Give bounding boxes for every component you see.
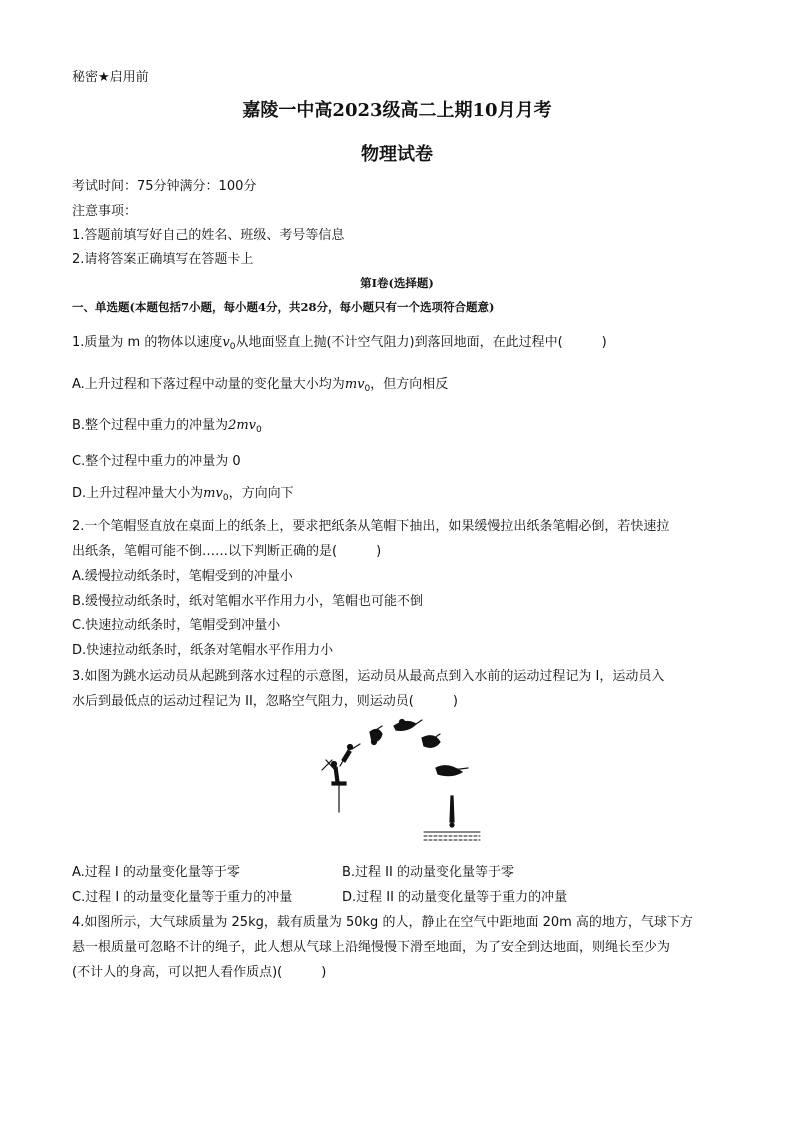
q4-stem-line-1: 4.如图所示，大气球质量为 25kg，载有质量为 50kg 的人，静止在空气中距地面 20m 高的地方，气球下方 [72, 915, 693, 930]
notice-title: 注意事项： [72, 204, 138, 219]
exam-time-score: 考试时间：75分钟满分：100分 [72, 179, 257, 194]
confidential-mark: 秘密★启用前 [72, 70, 149, 85]
diver-pose-2 [340, 744, 360, 766]
q1-option-d-formula: mv [203, 486, 223, 501]
q1-option-d-subscript: 0 [222, 493, 229, 503]
q1-option-d-text: D.上升过程冲量大小为 [72, 486, 204, 501]
q3-stem-line-2: 水后到最低点的运动过程记为 II，忽略空气阻力，则运动员( ) [72, 694, 458, 709]
q2-option-c[interactable]: C.快速拉动纸条时，笔帽受到冲量小 [72, 618, 281, 633]
notice-item-2: 2.请将答案正确填写在答题卡上 [72, 252, 254, 267]
q1-option-b[interactable] [72, 414, 262, 435]
diver-pose-1 [322, 760, 339, 782]
exam-subject: 物理试卷 [361, 144, 433, 165]
exam-title: 嘉陵一中高2023级高二上期10月月考 [242, 100, 552, 121]
q4-stem-line-3: (不计人的身高，可以把人看作质点)( ) [72, 965, 327, 980]
q1-option-a-formula: mv [344, 377, 365, 392]
q2-stem-line-1: 2.一个笔帽竖直放在桌面上的纸条上，要求把纸条从笔帽下抽出，如果缓慢拉出纸条笔帽必倒，若快速拉 [72, 519, 670, 534]
q3-option-d[interactable]: D.过程 II 的动量变化量等于重力的冲量 [342, 890, 568, 905]
diver-pose-3 [370, 726, 382, 745]
q1-option-b-subscript: 0 [256, 425, 262, 435]
diver-pose-5 [422, 734, 440, 747]
q2-option-a[interactable]: A.缓慢拉动纸条时，笔帽受到的冲量小 [72, 569, 293, 584]
q4-stem-line-2: 悬一根质量可忽略不计的绳子，此人想从气球上沿绳慢慢下滑至地面，为了安全到达地面，则绳长至少为 [72, 940, 671, 955]
q1-option-c[interactable]: C.整个过程中重力的冲量为 0 [72, 454, 241, 469]
q1-option-d[interactable] [72, 482, 294, 503]
q1-option-a-tail: ，但方向相反 [370, 377, 449, 392]
q3-option-c[interactable]: C.过程 I 的动量变化量等于重力的冲量 [72, 890, 293, 905]
q1-velocity-subscript: 0 [229, 342, 236, 352]
part-heading: 第I卷(选择题) [360, 276, 434, 290]
q1-stem [72, 331, 607, 352]
q2-option-d[interactable]: D.快速拉动纸条时，纸条对笔帽水平作用力小 [72, 643, 334, 658]
section-heading: 一、单选题(本题包括7小题，每小题4分，共28分，每小题只有一个选项符合题意) [72, 300, 495, 314]
q1-option-a-text: A.上升过程和下落过程中动量的变化量大小均为 [72, 377, 345, 392]
q1-stem-text-a: 1.质量为 m 的物体以速度 [72, 335, 223, 350]
q3-stem-line-1: 3.如图为跳水运动员从起跳到落水过程的示意图，运动员从最高点到入水前的运动过程记为 I，运动员入 [72, 669, 665, 684]
diver-pose-6 [436, 766, 468, 776]
diver-pose-7 [450, 796, 454, 827]
q1-option-d-tail: ，方向向下 [228, 486, 294, 501]
q2-stem-line-2: 出纸条，笔帽可能不倒……以下判断正确的是( ) [72, 544, 382, 559]
q2-option-b[interactable]: B.缓慢拉动纸条时，纸对笔帽水平作用力小，笔帽也可能不倒 [72, 594, 424, 609]
q3-option-b[interactable]: B.过程 II 的动量变化量等于零 [342, 865, 514, 880]
water-surface [424, 832, 480, 840]
q1-option-b-formula: 2mv [228, 418, 257, 433]
notice-item-1: 1.答题前填写好自己的姓名、班级、考号等信息 [72, 228, 345, 243]
diving-platform [332, 782, 346, 812]
q1-option-b-text: B.整个过程中重力的冲量为 [72, 418, 229, 433]
q1-velocity-symbol: v [222, 335, 230, 350]
q1-stem-text-b: 从地面竖直上抛(不计空气阻力)到落回地面，在此过程中( ) [235, 335, 607, 350]
q1-option-a[interactable] [72, 373, 448, 394]
diving-figure [312, 712, 482, 852]
diver-pose-4 [394, 720, 422, 731]
q1-option-a-subscript: 0 [364, 384, 371, 394]
q3-option-a[interactable]: A.过程 I 的动量变化量等于零 [72, 865, 240, 880]
